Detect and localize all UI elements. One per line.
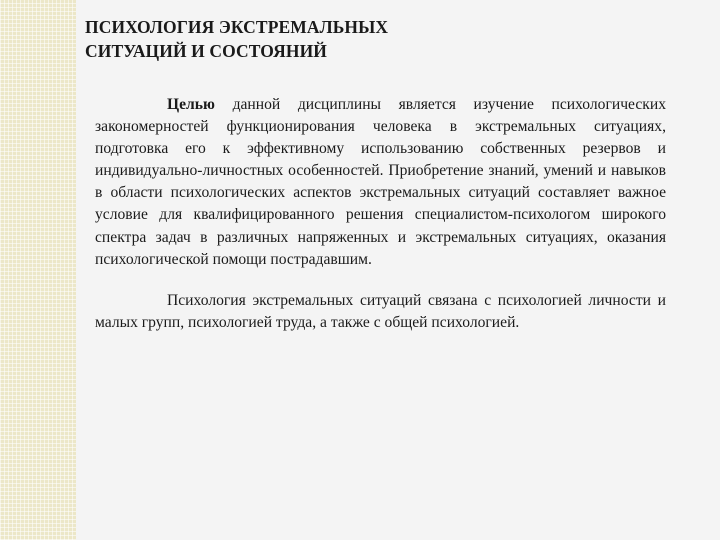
- slide-content: [76, 0, 720, 540]
- paragraph-goal-text: данной дисциплины является изучение психологических закономерностей функционирования человека в экстремальных ситуациях, подготовка его к эффективному использованию собственных резервов и индивидуально-личностных особенностей. Приобретение знаний, умений и навыков в области психологических аспектов экстремальных ситуаций составляет важное условие для квалифицированного решения специалистом-психологом широкого спектра задач в различных напряженных и экстремальных ситуациях, оказания психологической помощи пострадавшим.: [95, 96, 666, 268]
- paragraph-goal: [95, 94, 666, 271]
- slide-title: ПСИХОЛОГИЯ ЭКСТРЕМАЛЬНЫХ СИТУАЦИЙ И СОСТОЯНИЙ: [85, 17, 389, 61]
- decorative-side-strip: [0, 0, 76, 540]
- paragraph-relations: Психология экстремальных ситуаций связана с психологией личности и малых групп, психологией труда, а также с общей психологией.: [95, 291, 666, 331]
- paragraph-goal-lead: Целью: [167, 96, 215, 113]
- slide-body: [95, 94, 666, 334]
